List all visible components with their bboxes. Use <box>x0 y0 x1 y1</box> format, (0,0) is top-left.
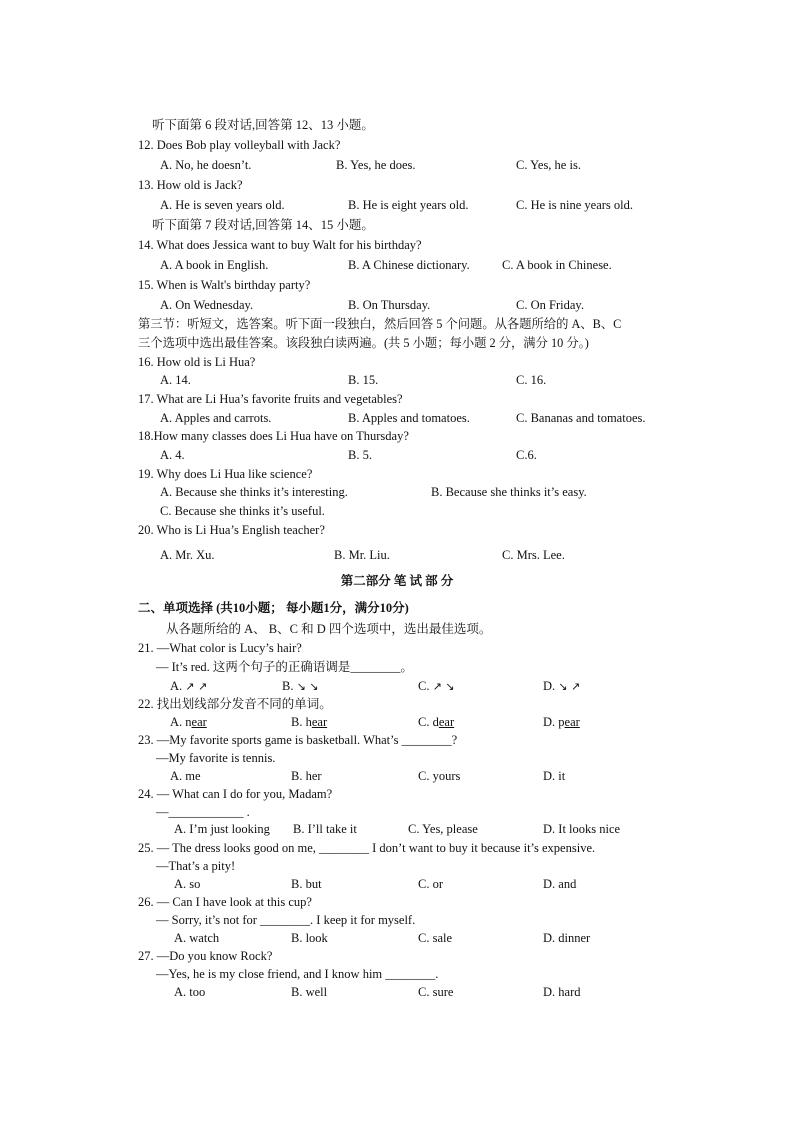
q18-option-a: A. 4. <box>160 448 185 462</box>
q22-option-c-label: C. <box>418 715 433 729</box>
q22-option-a-label: A. <box>170 715 186 729</box>
q15-option-b: B. On Thursday. <box>348 298 431 312</box>
q20-option-a: A. Mr. Xu. <box>160 548 215 562</box>
q24-option-b: B. I’ll take it <box>293 822 357 836</box>
question-26: 26. — Can I have look at this cup? <box>138 895 312 909</box>
q12-option-c: C. Yes, he is. <box>516 158 581 172</box>
q26-option-b: B. look <box>291 931 328 945</box>
q21-option-c-label: C. <box>418 679 430 693</box>
q18-option-c: C.6. <box>516 448 537 462</box>
q13-option-c: C. He is nine years old. <box>516 198 633 212</box>
q13-option-b: B. He is eight years old. <box>348 198 469 212</box>
q20-option-c: C. Mrs. Lee. <box>502 548 565 562</box>
dialog6-instruction: 听下面第 6 段对话,回答第 12、13 小题。 <box>152 118 374 132</box>
q24-option-c: C. Yes, please <box>408 822 478 836</box>
q22-option-b <box>291 714 327 730</box>
q21-option-b <box>282 678 319 695</box>
question-12: 12. Does Bob play volleyball with Jack? <box>138 138 341 152</box>
q23-line2: —My favorite is tennis. <box>156 751 276 765</box>
q21-option-a-arrows: ↗ ↗ <box>185 680 208 693</box>
q21-option-d-label: D. <box>543 679 556 693</box>
question-25: 25. — The dress looks good on me, ________ I don’t want to buy it because it’s expensive. <box>138 841 596 855</box>
q26-line2: — Sorry, it’s not for ________. I keep it for myself. <box>156 913 416 927</box>
q22-option-b-underlined: ear <box>311 715 328 729</box>
section3-instruction-line2: 三个选项中选出最佳答案。该段独白读两遍。(共 5 小题；每小题 2 分，满分 10 分。) <box>138 336 589 350</box>
question-20: 20. Who is Li Hua’s English teacher? <box>138 523 325 537</box>
q13-option-a: A. He is seven years old. <box>160 198 285 212</box>
q17-option-b: B. Apples and tomatoes. <box>348 411 470 425</box>
q26-option-a: A. watch <box>174 931 220 945</box>
q23-option-a: A. me <box>170 769 201 783</box>
question-15: 15. When is Walt's birthday party? <box>138 278 311 292</box>
q23-option-b: B. her <box>291 769 322 783</box>
q22-option-b-label: B. <box>291 715 306 729</box>
q27-option-c: C. sure <box>418 985 454 999</box>
q21-option-c-arrows: ↗ ↘ <box>432 680 455 693</box>
question-22: 22. 找出划线部分发音不同的单词。 <box>138 697 332 711</box>
q19-option-b: B. Because she thinks it’s easy. <box>431 485 587 499</box>
q25-option-b: B. but <box>291 877 322 891</box>
q22-option-a-pre: n <box>185 715 192 729</box>
q18-option-b: B. 5. <box>348 448 372 462</box>
section2-instruction: 从各题所给的 A、 B、C 和 D 四个选项中，选出最佳选项。 <box>166 622 492 636</box>
q20-option-b: B. Mr. Liu. <box>334 548 390 562</box>
q19-option-a: A. Because she thinks it’s interesting. <box>160 485 348 499</box>
question-23: 23. —My favorite sports game is basketball. What’s ________? <box>138 733 458 747</box>
q14-option-a: A. A book in English. <box>160 258 269 272</box>
q19-option-c: C. Because she thinks it’s useful. <box>160 504 325 518</box>
q15-option-a: A. On Wednesday. <box>160 298 254 312</box>
q12-option-a: A. No, he doesn’t. <box>160 158 252 172</box>
q12-option-b: B. Yes, he does. <box>336 158 416 172</box>
q26-option-d: D. dinner <box>543 931 591 945</box>
question-27: 27. —Do you know Rock? <box>138 949 273 963</box>
q21-option-c <box>418 678 455 695</box>
question-17: 17. What are Li Hua’s favorite fruits and vegetables? <box>138 392 403 406</box>
q21-option-d-arrows: ↘ ↗ <box>558 680 581 693</box>
q25-option-c: C. or <box>418 877 443 891</box>
q22-option-d-label: D. <box>543 715 559 729</box>
q23-option-d: D. it <box>543 769 566 783</box>
q26-option-c: C. sale <box>418 931 453 945</box>
question-19: 19. Why does Li Hua like science? <box>138 467 313 481</box>
question-14: 14. What does Jessica want to buy Walt for his birthday? <box>138 238 422 252</box>
q27-option-d: D. hard <box>543 985 581 999</box>
q16-option-b: B. 15. <box>348 373 379 387</box>
question-18: 18.How many classes does Li Hua have on Thursday? <box>138 429 409 443</box>
part2-title: 第二部分 笔 试 部 分 <box>340 574 454 588</box>
q21-option-a <box>170 678 207 695</box>
q24-option-a: A. I’m just looking <box>174 822 270 836</box>
q15-option-c: C. On Friday. <box>516 298 584 312</box>
question-24: 24. — What can I do for you, Madam? <box>138 787 333 801</box>
question-21: 21. —What color is Lucy’s hair? <box>138 641 302 655</box>
q22-option-c <box>418 714 454 730</box>
q16-option-a: A. 14. <box>160 373 191 387</box>
q21-option-d <box>543 678 580 695</box>
q14-option-b: B. A Chinese dictionary. <box>348 258 470 272</box>
question-16: 16. How old is Li Hua? <box>138 355 256 369</box>
q24-line2: —____________ . <box>156 805 250 819</box>
q24-option-d: D. It looks nice <box>543 822 621 836</box>
q23-option-c: C. yours <box>418 769 461 783</box>
q17-option-a: A. Apples and carrots. <box>160 411 272 425</box>
q21-line2: — It’s red. 这两个句子的正确语调是________。 <box>156 660 413 674</box>
question-13: 13. How old is Jack? <box>138 178 243 192</box>
q21-option-b-arrows: ↘ ↘ <box>296 680 319 693</box>
q22-option-d-pre: p <box>558 715 565 729</box>
dialog7-instruction: 听下面第 7 段对话,回答第 14、15 小题。 <box>152 218 374 232</box>
q14-option-c: C. A book in Chinese. <box>502 258 612 272</box>
q22-option-b-pre: h <box>305 715 312 729</box>
q16-option-c: C. 16. <box>516 373 547 387</box>
q22-option-c-underlined: ear <box>438 715 455 729</box>
q25-option-a: A. so <box>174 877 201 891</box>
q22-option-c-pre: d <box>432 715 439 729</box>
section3-instruction-line1: 第三节：听短文，选答案。听下面一段独白，然后回答 5 个问题。从各题所给的 A、B、C <box>138 317 622 331</box>
q22-option-a <box>170 714 207 730</box>
q25-option-d: D. and <box>543 877 577 891</box>
q27-option-a: A. too <box>174 985 206 999</box>
q27-line2: —Yes, he is my close friend, and I know him ________. <box>156 967 439 981</box>
q21-option-a-label: A. <box>170 679 183 693</box>
q22-option-a-underlined: ear <box>191 715 207 729</box>
q25-line2: —That’s a pity! <box>156 859 236 873</box>
section2-title: 二、单项选择 (共10小题； 每小题1分，满分10分) <box>138 601 409 615</box>
q22-option-d <box>543 714 580 730</box>
q21-option-b-label: B. <box>282 679 294 693</box>
q17-option-c: C. Bananas and tomatoes. <box>516 411 646 425</box>
q22-option-d-underlined: ear <box>564 715 580 729</box>
q27-option-b: B. well <box>291 985 328 999</box>
